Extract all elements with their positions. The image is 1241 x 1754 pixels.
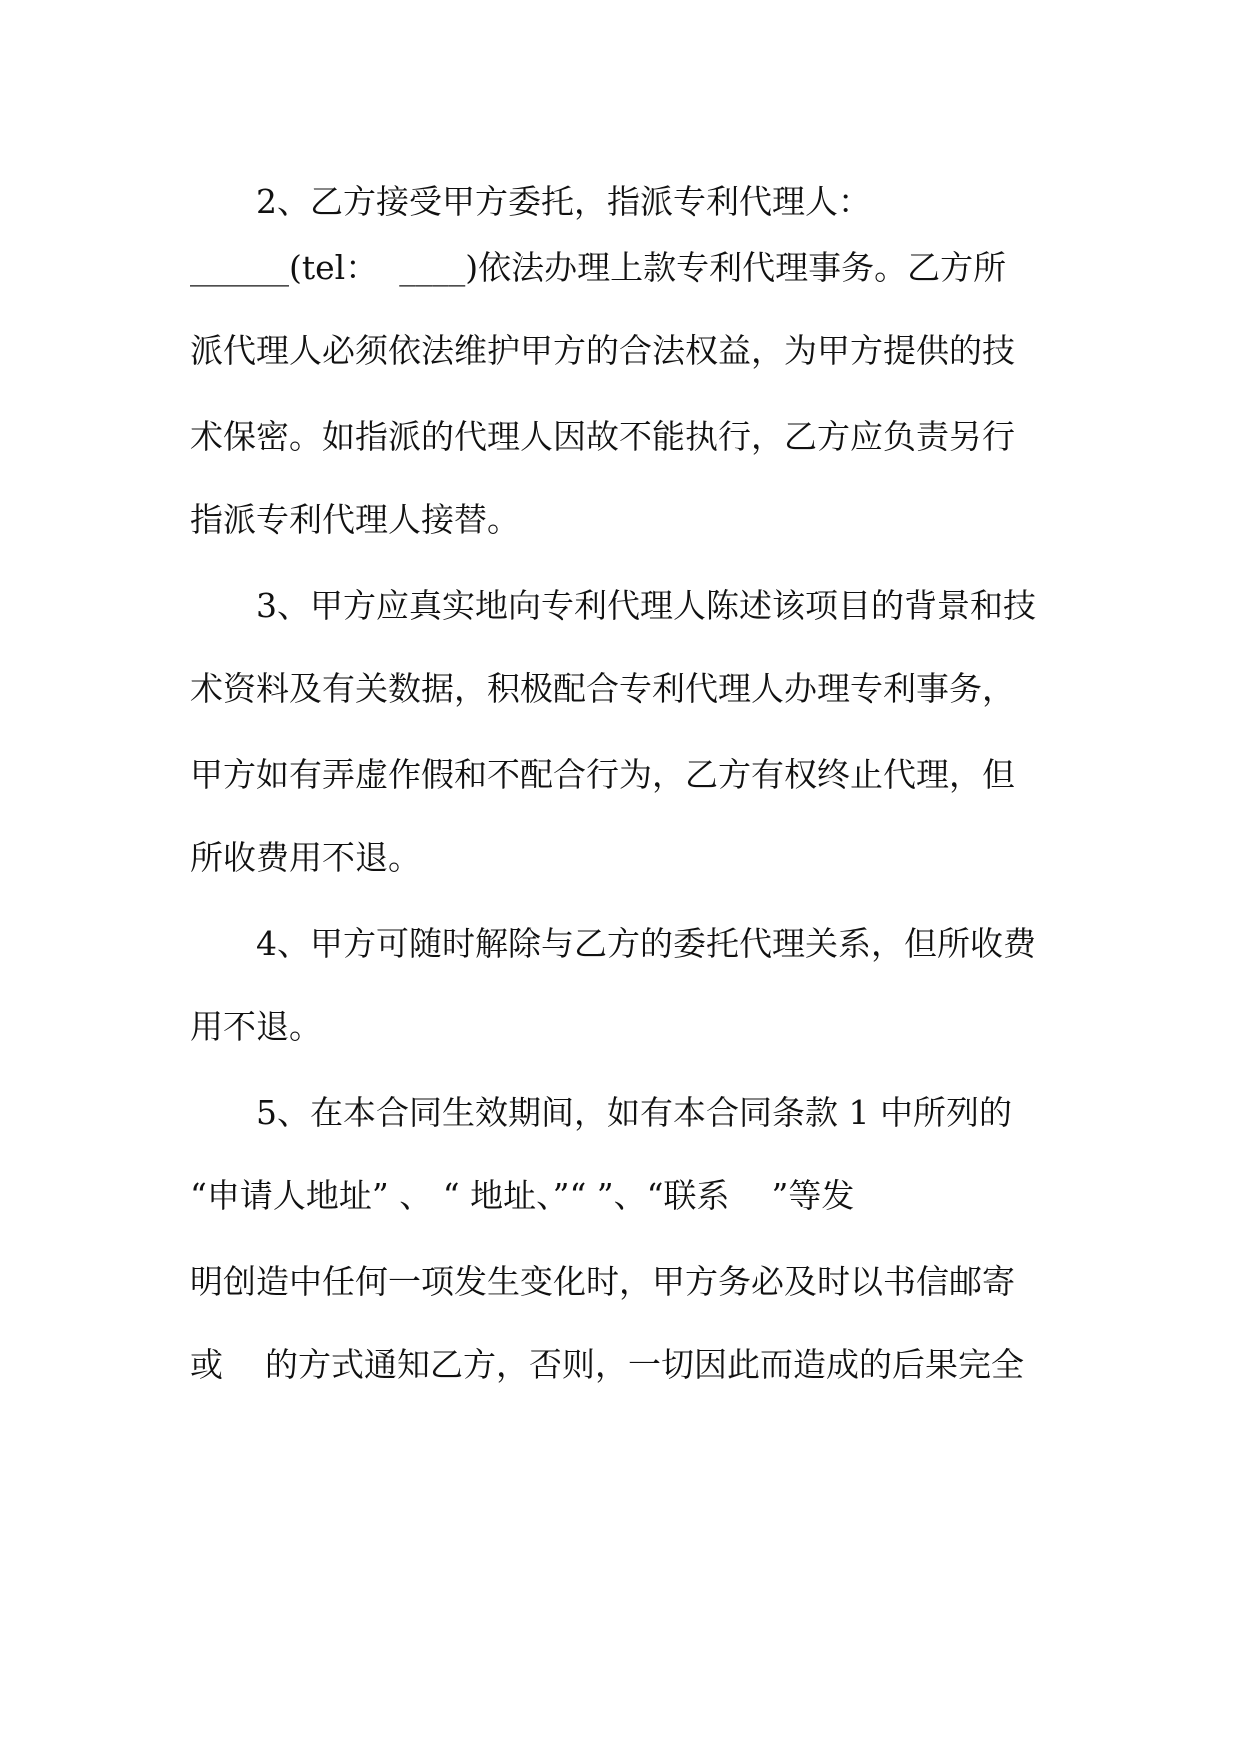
paragraph-4-line-1: 4、甲方可随时解除与乙方的委托代理关系，但所收费: [256, 924, 1036, 963]
paragraph-5-line-1: 5、在本合同生效期间，如有本合同条款 1 中所列的: [256, 1093, 1012, 1132]
paragraph-2-line-4: 术保密。如指派的代理人因故不能执行，乙方应负责另行: [190, 417, 1015, 456]
paragraph-5-line-2: “申请人地址” 、 “ 地址、”“ ”、“联系 ”等发: [190, 1176, 855, 1215]
paragraph-3-line-3: 甲方如有弄虚作假和不配合行为，乙方有权终止代理，但: [190, 755, 1015, 794]
paragraph-2-line-3: 派代理人必须依法维护甲方的合法权益，为甲方提供的技: [190, 331, 1015, 370]
paragraph-2-line-1: 2、乙方接受甲方委托，指派专利代理人：: [256, 182, 871, 221]
paragraph-3-line-1: 3、甲方应真实地向专利代理人陈述该项目的背景和技: [256, 586, 1036, 625]
paragraph-2-line-5: 指派专利代理人接替。: [190, 500, 520, 539]
paragraph-4-line-2: 用不退。: [190, 1007, 322, 1046]
paragraph-3-line-4: 所收费用不退。: [190, 838, 421, 877]
paragraph-2-line-2: ______(tel： ____)依法办理上款专利代理事务。乙方所: [190, 248, 1007, 287]
paragraph-5-line-3: 明创造中任何一项发生变化时，甲方务必及时以书信邮寄: [190, 1262, 1015, 1301]
paragraph-5-line-4: 或 的方式通知乙方，否则，一切因此而造成的后果完全: [190, 1345, 1024, 1384]
paragraph-3-line-2: 术资料及有关数据，积极配合专利代理人办理专利事务，: [190, 669, 1015, 708]
